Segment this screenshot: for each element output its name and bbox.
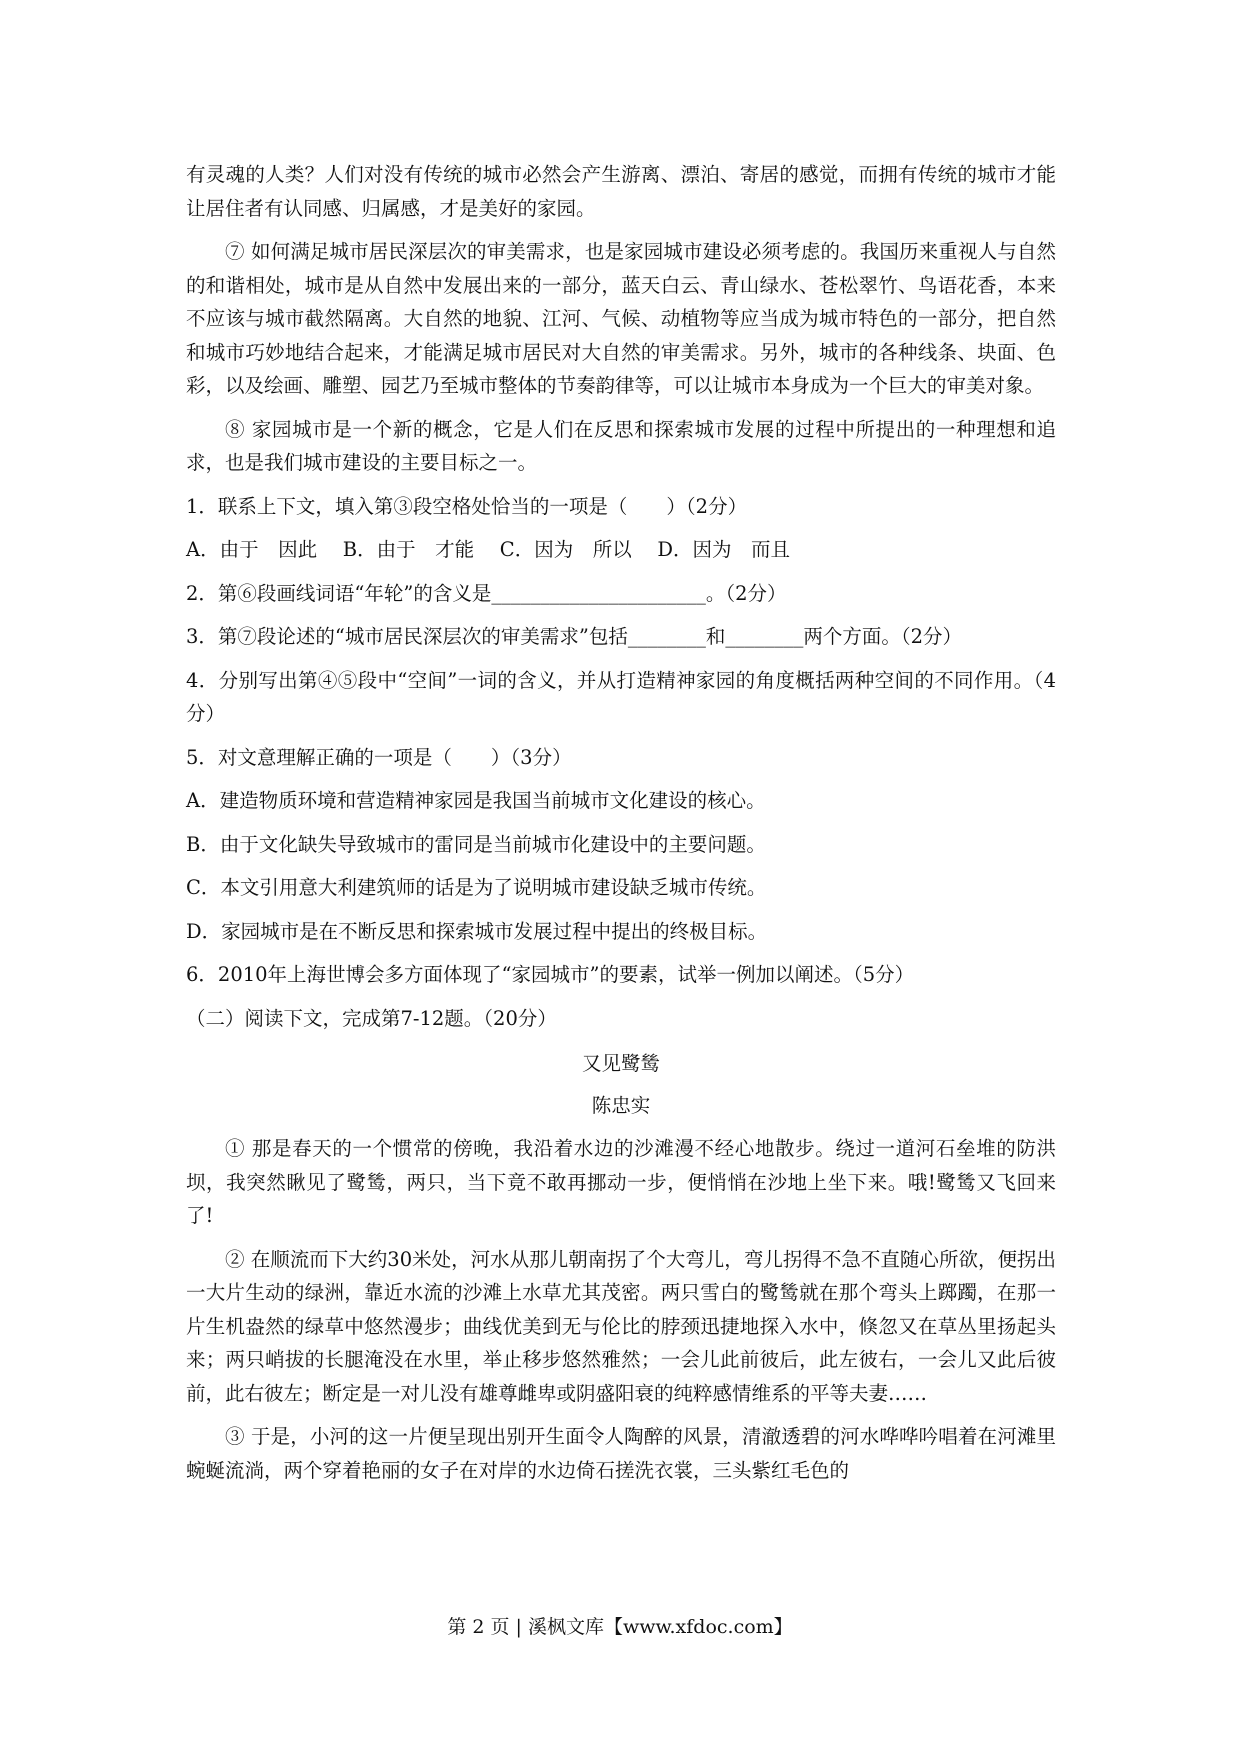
article-title: 又见鹭鸶 [581, 1052, 660, 1075]
question-1-options: A．由于 因此 B．由于 才能 C．因为 所以 D．因为 而且 [186, 538, 791, 561]
question-3: 3．第⑦段论述的“城市居民深层次的审美需求”包括________和________两个方面。（2分） [186, 625, 963, 648]
question-5: 5．对文意理解正确的一项是（ ）（3分） [186, 745, 572, 769]
article-paragraph: ① 那是春天的一个惯常的傍晚，我沿着水边的沙滩漫不经心地散步。绕过一道河石垒堆的防洪坝，我突然瞅见了鹭鸶，两只，当下竟不敢再挪动一步，便悄悄在沙地上坐下来。哦!鹭鸶又飞回来了! [186, 1137, 1056, 1227]
question-6: 6．2010年上海世博会多方面体现了“家园城市”的要素，试举一例加以阐述。（5分） [186, 963, 915, 986]
paragraph: ⑧ 家园城市是一个新的概念，它是人们在反思和探索城市发展的过程中所提出的一种理想和追求，也是我们城市建设的主要目标之一。 [186, 417, 1056, 474]
paragraph: 有灵魂的人类？人们对没有传统的城市必然会产生游离、漂泊、寄居的感觉，而拥有传统的城市才能让居住者有认同感、归属感，才是美好的家园。 [186, 163, 1056, 220]
question-5-option-a: A．建造物质环境和营造精神家园是我国当前城市文化建设的核心。 [186, 789, 766, 812]
article-paragraph: ③ 于是，小河的这一片便呈现出别开生面令人陶醉的风景，清澈透碧的河水哗哗吟唱着在河滩里蜿蜒流淌，两个穿着艳丽的女子在对岸的水边倚石搓洗衣裳，三头紫红毛色的 [186, 1425, 1056, 1482]
question-5-option-c: C．本文引用意大利建筑师的话是为了说明城市建设缺乏城市传统。 [186, 876, 767, 899]
question-5-option-d: D．家园城市是在不断反思和探索城市发展过程中提出的终极目标。 [186, 919, 768, 943]
document-body [186, 158, 1056, 1487]
question-2: 2．第⑥段画线词语“年轮”的含义是______________________。（2分） [186, 581, 787, 605]
article-paragraph: ② 在顺流而下大约30米处，河水从那儿朝南拐了个大弯儿，弯儿拐得不急不直随心所欲，便拐出一大片生动的绿洲，靠近水流的沙滩上水草尤其茂密。两只雪白的鹭鸶就在那个弯头上踯躅，在那一片生机盎然的绿草中悠然漫步；曲线优美到无与伦比的脖颈迅捷地探入水中，倏忽又在草丛里扬起头来；两只峭拔的长腿淹没在水里，举止移步悠然雅然；一会儿此前彼后，此左彼右，一会儿又此后彼前，此右彼左；断定是一对儿没有雄尊雌卑或阴盛阳衰的纯粹感情维系的平等夫妻…… [186, 1247, 1056, 1405]
section-heading: （二）阅读下文，完成第7-12题。（20分） [186, 1006, 557, 1030]
question-5-option-b: B．由于文化缺失导致城市的雷同是当前城市化建设中的主要问题。 [186, 832, 766, 856]
paragraph: ⑦ 如何满足城市居民深层次的审美需求，也是家园城市建设必须考虑的。我国历来重视人与自然的和谐相处，城市是从自然中发展出来的一部分，蓝天白云、青山绿水、苍松翠竹、鸟语花香，本来不应该与城市截然隔离。大自然的地貌、江河、气候、动植物等应当成为城市特色的一部分，把自然和城市巧妙地结合起来，才能满足城市居民对大自然的审美需求。另外，城市的各种线条、块面、色彩，以及绘画、雕塑、园艺乃至城市整体的节奏韵律等，可以让城市本身成为一个巨大的审美对象。 [186, 240, 1056, 397]
article-author: 陈忠实 [591, 1093, 651, 1117]
question-1: 1．联系上下文，填入第③段空格处恰当的一项是（ ）（2分） [186, 494, 748, 518]
question-4: 4．分别写出第④⑤段中“空间”一词的含义，并从打造精神家园的角度概括两种空间的不同作用。（4分） [186, 668, 1056, 725]
page-footer: 第 2 页 | 溪枫文库【www.xfdoc.com】 [447, 1616, 793, 1638]
